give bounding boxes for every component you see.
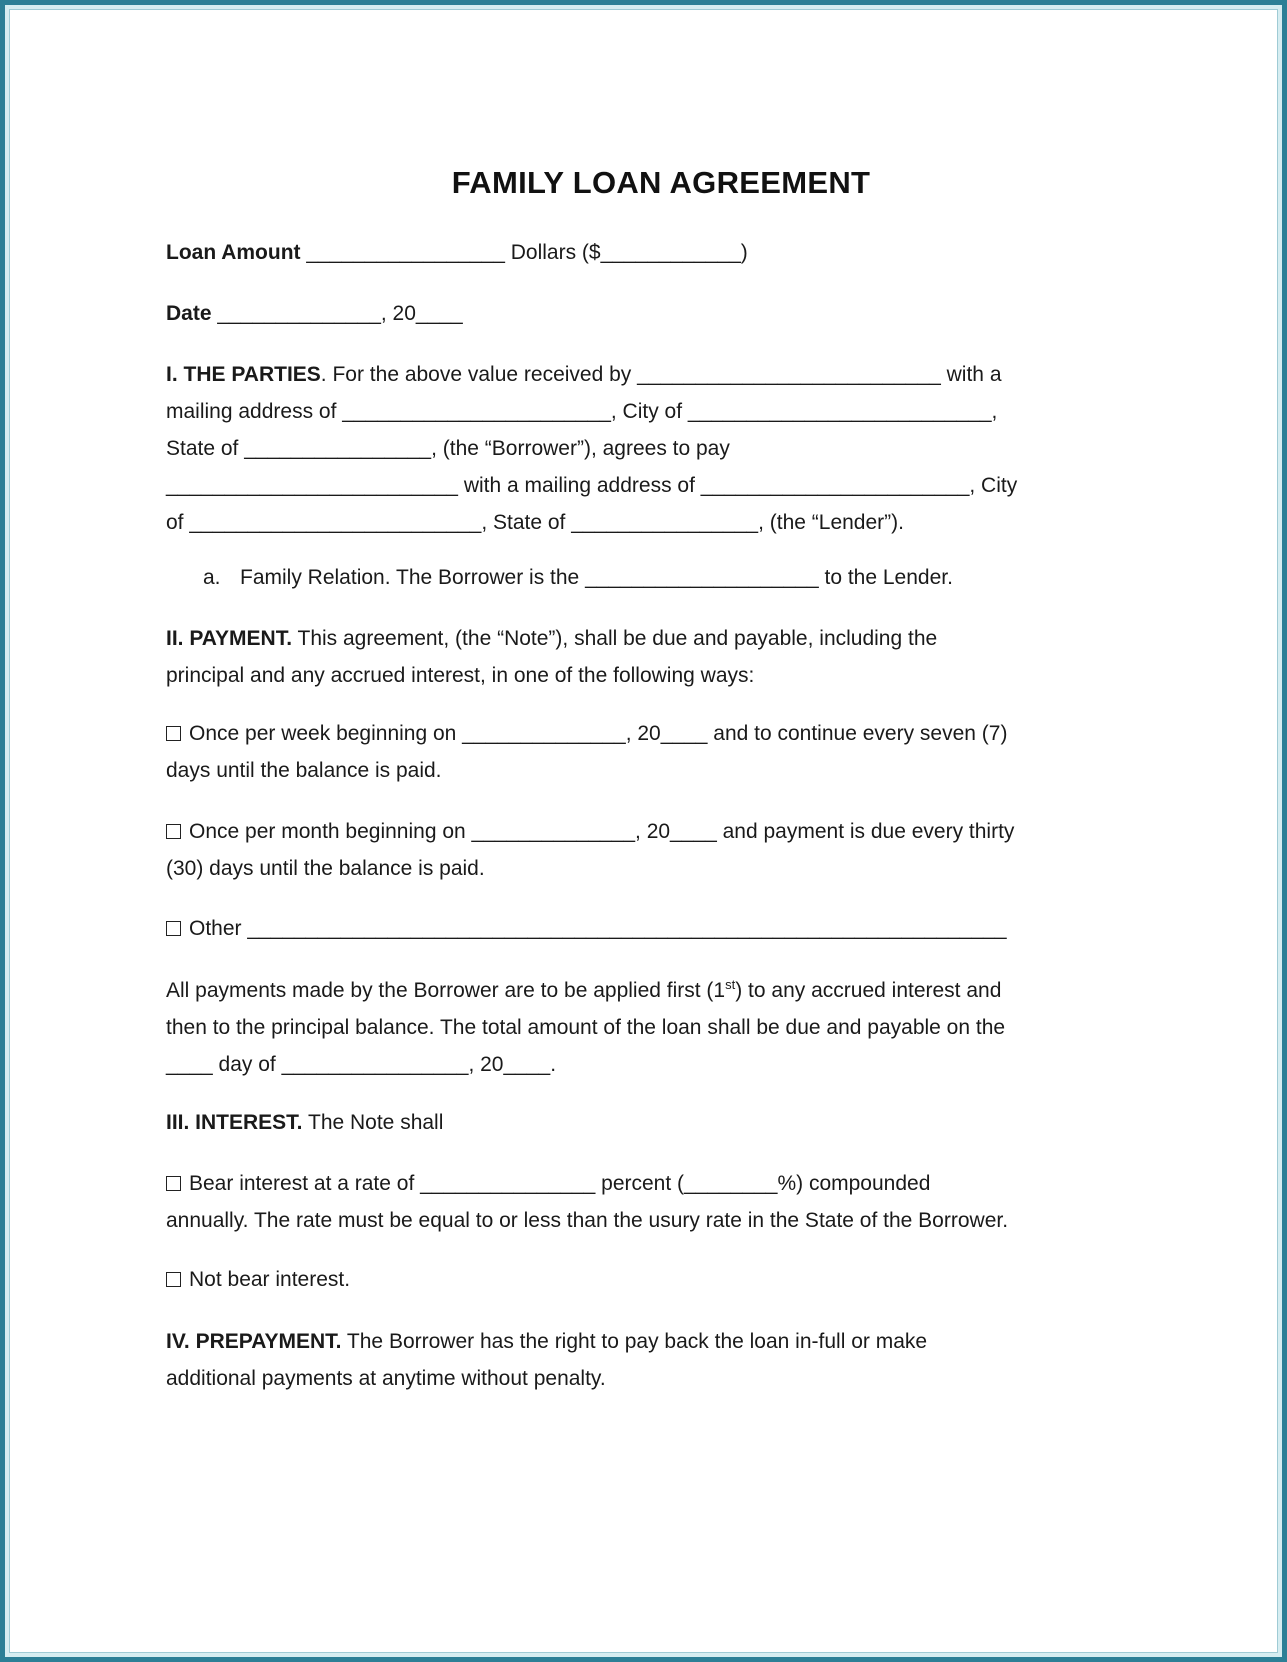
- parties-heading: I. THE PARTIES: [166, 363, 321, 386]
- document-title: FAMILY LOAN AGREEMENT: [451, 165, 871, 200]
- loan-amount-blank: _________________ Dollars ($____________): [300, 241, 748, 264]
- parties-line-4: _________________________ with a mailing address of _______________________, City: [166, 474, 1018, 497]
- interest-option-bear: [166, 1165, 1156, 1239]
- interest-heading: III. INTEREST.: [166, 1111, 303, 1134]
- payment-option-monthly: [166, 813, 1156, 887]
- loan-amount-label: Loan Amount: [166, 241, 301, 264]
- no-interest-checkbox[interactable]: [166, 1272, 181, 1287]
- parties-line-1: . For the above value received by __________________________ with a: [320, 363, 1002, 386]
- other-checkbox[interactable]: [166, 921, 181, 936]
- weekly-option-line-2: days until the balance is paid.: [166, 759, 442, 782]
- other-option-line-1: Other _________________________________________________________________: [189, 917, 1007, 940]
- date-line: [166, 295, 1156, 332]
- payment-section: [166, 620, 1156, 694]
- parties-line-2: mailing address of _______________________, City of __________________________,: [166, 400, 998, 423]
- applied-superscript: st: [725, 977, 736, 992]
- weekly-option-line-1: Once per week beginning on ______________, 20____ and to continue every seven (7): [189, 722, 1008, 745]
- weekly-checkbox[interactable]: [166, 726, 181, 741]
- parties-line-3: State of ________________, (the “Borrower”), agrees to pay: [166, 437, 730, 460]
- applied-line-1b: ) to any accrued interest and: [735, 979, 1002, 1002]
- payment-application-paragraph: [166, 972, 1156, 1083]
- payment-option-weekly: [166, 715, 1156, 789]
- prepayment-section: [166, 1323, 1156, 1397]
- prepayment-heading: IV. PREPAYMENT.: [166, 1330, 342, 1353]
- bear-interest-line-1: Bear interest at a rate of _______________ percent (________%) compounded: [189, 1172, 931, 1195]
- payment-option-other: [166, 910, 1156, 947]
- interest-text: The Note shall: [302, 1111, 444, 1134]
- date-blank: ______________, 20____: [211, 302, 463, 325]
- applied-line-3: ____ day of ________________, 20____.: [166, 1053, 557, 1076]
- family-relation-text: Family Relation. The Borrower is the ____________________ to the Lender.: [240, 566, 953, 589]
- payment-line-1: This agreement, (the “Note”), shall be due and payable, including the: [292, 627, 938, 650]
- parties-line-5: of _________________________, State of ________________, (the “Lender”).: [166, 511, 904, 534]
- monthly-option-line-1: Once per month beginning on ______________, 20____ and payment is due every thirty: [189, 820, 1015, 843]
- prepayment-line-2: additional payments at anytime without penalty.: [166, 1367, 606, 1390]
- loan-amount-line: [166, 234, 1156, 271]
- document-page: [9, 9, 1278, 1653]
- family-relation-marker: a.: [203, 566, 221, 589]
- payment-heading: II. PAYMENT.: [166, 627, 293, 650]
- parties-section: [166, 356, 1156, 541]
- no-interest-line-1: Not bear interest.: [189, 1268, 351, 1291]
- bear-interest-line-2: annually. The rate must be equal to or less than the usury rate in the State of the Borrower.: [166, 1209, 1009, 1232]
- interest-option-none: [166, 1261, 1156, 1298]
- prepayment-line-1: The Borrower has the right to pay back the loan in-full or make: [341, 1330, 928, 1353]
- family-relation-item: [166, 559, 1193, 596]
- monthly-option-line-2: (30) days until the balance is paid.: [166, 857, 485, 880]
- applied-line-2: then to the principal balance. The total amount of the loan shall be due and payable on the: [166, 1016, 1006, 1039]
- interest-section: [166, 1104, 1156, 1141]
- applied-line-1a: All payments made by the Borrower are to be applied first (1: [166, 979, 726, 1002]
- bear-interest-checkbox[interactable]: [166, 1176, 181, 1191]
- payment-line-2: principal and any accrued interest, in one of the following ways:: [166, 664, 755, 687]
- date-label: Date: [166, 302, 212, 325]
- monthly-checkbox[interactable]: [166, 824, 181, 839]
